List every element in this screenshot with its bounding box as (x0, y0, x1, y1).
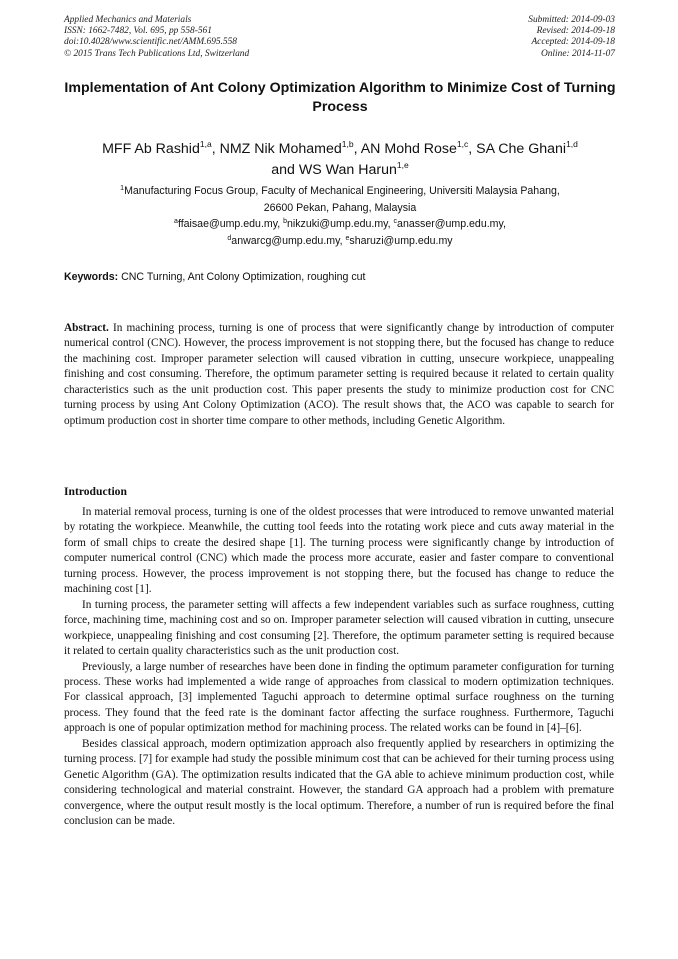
abstract (64, 321, 614, 429)
author-affiliation-mark: 1,b (341, 139, 354, 149)
affiliation-address: 26600 Pekan, Pahang, Malaysia (263, 201, 417, 214)
email-line: $^d$anwarcg@ump.edu.my, $^e$sharuzi@ump.edu.my (227, 234, 453, 247)
affiliation-line (60, 183, 620, 200)
paper-title: Implementation of Ant Colony Optimization Algorithm to Minimize Cost of Turning Process (64, 80, 616, 115)
affiliation-text: Manufacturing Focus Group, Faculty of Mechanical Engineering, Universiti Malaysia Pahang, (124, 185, 560, 197)
author-list: MFF Ab Rashid$^{1,a}$, NMZ Nik Mohamed$^{1,b}$, AN Mohd Rose$^{1,c}$, SA Che Ghani$^{1,d}$ and WS Wan Harun$^{1,e}$ (102, 139, 578, 178)
author-affiliation-mark: 1,a (199, 139, 212, 149)
paragraph: In turning process, the parameter setting will affects a few independent variables such as surface roughness, cutting force, machining time, machining cost and so on. Improper parameter selection will caused vibration in cutting, unsecure workpiece, unappealing finishing and cost consuming [2]. Therefore, the optimum parameter setting is required because it related to certain quality characteristics such as the unit production cost. (64, 598, 614, 658)
submission-dates (528, 15, 615, 60)
introduction-body (64, 505, 614, 830)
author-name: NMZ Nik Mohamed (219, 141, 342, 157)
date-submitted: Submitted: 2014-09-03 (528, 15, 615, 25)
author-name: AN Mohd Rose (360, 141, 457, 157)
email-line: $^a$ffaisae@ump.edu.my, $^b$nikzuki@ump.edu.my, $^c$anasser@ump.edu.my, (174, 218, 506, 230)
date-online: Online: 2014-11-07 (540, 48, 615, 59)
email-address: ffaisae@ump.edu.my (177, 218, 278, 230)
email-address: anasser@ump.edu.my (397, 218, 503, 230)
author-and: and (271, 162, 295, 178)
journal-info (64, 15, 249, 60)
date-accepted: Accepted: 2014-09-18 (531, 37, 615, 48)
email-mark: c (393, 218, 398, 225)
abstract-label: Abstract. (64, 322, 109, 334)
journal-copyright: © 2015 Trans Tech Publications Ltd, Switzerland (64, 48, 250, 59)
author-affiliation-mark: 1,c (456, 139, 469, 149)
date-revised: Revised: 2014-09-18 (536, 26, 615, 37)
journal-doi: doi:10.4028/www.scientific.net/AMM.695.558 (64, 37, 237, 48)
paragraph: In material removal process, turning is one of the oldest processes that were introduced to remove unwanted material by rotating the workpiece. Meanwhile, the cutting tool feeds into the rotating work piece and cuts away material in the form of small chips to create the desired shape [1]. The turning process were significantly change by introduction of computer numerical control (CNC) which made the process more accurate, easier and faster compare to conventional turning process. However, the process improvement is not stopping there, but the focused has change to reduce the machining cost [1]. (64, 506, 614, 596)
email-mark: a (174, 218, 178, 225)
keywords-text: CNC Turning, Ant Colony Optimization, roughing cut (121, 271, 366, 283)
author-name: MFF Ab Rashid (102, 141, 200, 157)
paragraph: Previously, a large number of researches have been done in finding the optimum parameter configuration for turning process. These works had implemented a wide range of approaches from classical to modern optimization techniques. For classical approach, [3] implemented Taguchi approach to determine optimal surface roughness on the turning process. They found that the feed rate is the dominant factor affecting the surface roughness. Furthermore, Taguchi approach is one of popular optimization method for machining process. The related works can be found in [4]–[6]. (64, 660, 614, 735)
affiliation-block (60, 183, 620, 249)
abstract-text: In machining process, turning is one of process that were significantly change by introduction of computer numerical control (CNC). However, the process improvement is not stopping there, but the focused has change to reduce the machining cost. Improper parameter selection will caused vibration in cutting, unsecure workpiece, unappealing finishing and cost consuming. Therefore, the optimum parameter setting is required because it related to certain quality characteristics such as the unit production cost. This paper presents the study to minimize production cost for CNC turning process by using Ant Colony Optimization (ACO). The result shows that, the ACO was capable to search for optimum production cost in shorter time compare to other methods, including Genetic Algorithm. (64, 322, 615, 427)
author-affiliation-mark: 1,d (566, 139, 578, 149)
section-heading-introduction: Introduction (64, 485, 127, 498)
author-name: WS Wan Harun (298, 162, 397, 178)
affiliation-mark: 1 (120, 185, 125, 192)
email-address: sharuzi@ump.edu.my (349, 234, 453, 247)
keywords (64, 270, 366, 284)
journal-issn: ISSN: 1662-7482, Vol. 695, pp 558-561 (64, 26, 212, 37)
email-address: nikzuki@ump.edu.my (287, 218, 388, 230)
email-mark: b (283, 218, 288, 225)
email-mark: d (227, 234, 232, 242)
author-affiliation-mark: 1,e (396, 160, 409, 170)
author-name: SA Che Ghani (476, 141, 567, 157)
paragraph: Besides classical approach, modern optimization approach also frequently applied by researchers in optimizing the turning process. [7] for example had study the possible minimum cost that can be achieved for their turning process using Genetic Algorithm (GA). The optimization results indicated that the GA able to achieve minimum production cost, while considering technological and material constraint. However, the standard GA approach had a problem with premature convergence, where the output result mostly is the local optimum. Therefore, a number of run is required before the final conclusion can be made. (64, 737, 614, 828)
email-address: anwarcg@ump.edu.my (231, 234, 340, 247)
email-mark: e (345, 234, 350, 242)
keywords-label: Keywords: (64, 271, 119, 283)
journal-name: Applied Mechanics and Materials (64, 15, 192, 25)
